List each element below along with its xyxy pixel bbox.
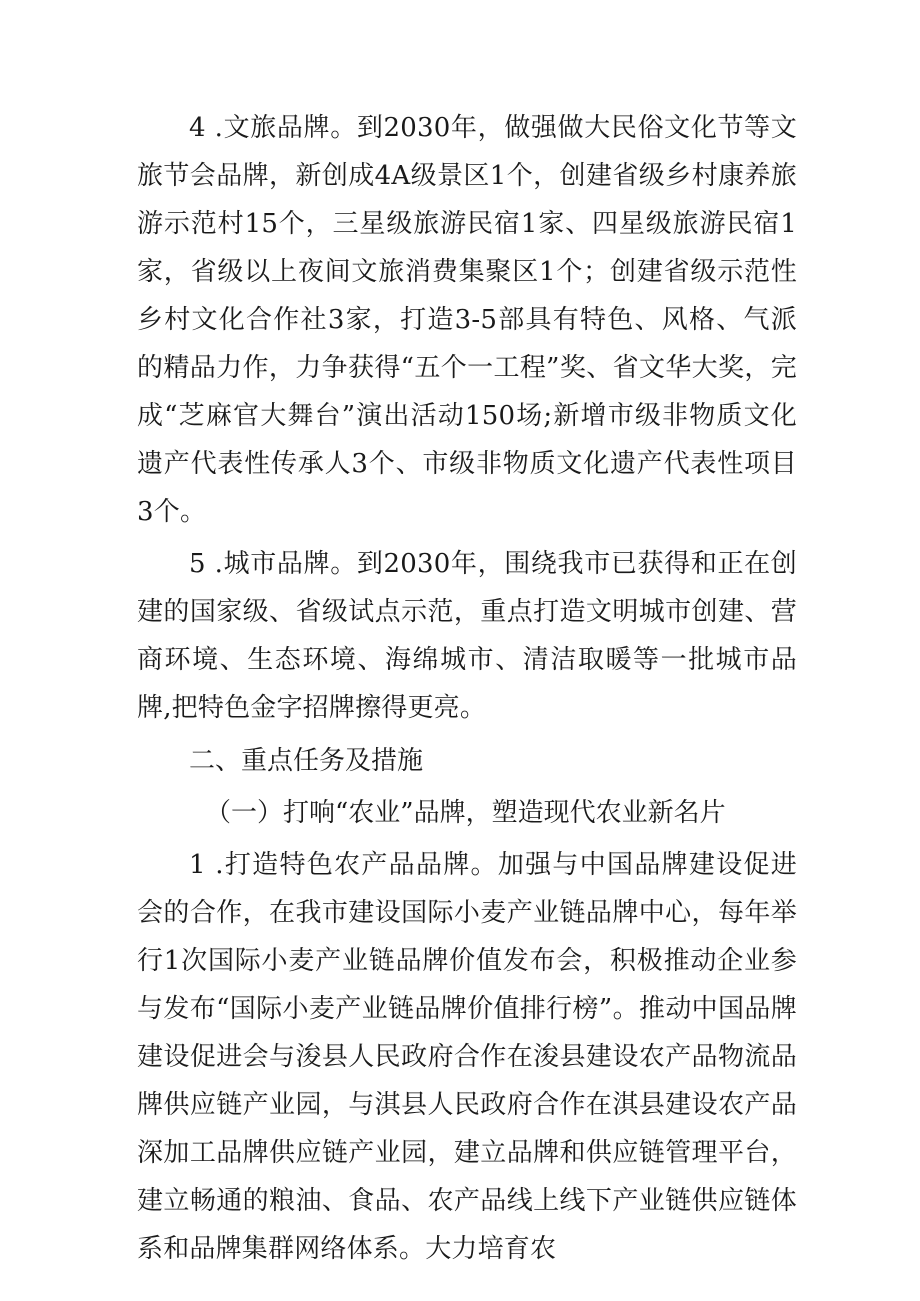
paragraph-spacer <box>137 732 797 736</box>
section-heading-key-tasks: 二、重点任务及措施 <box>189 746 424 776</box>
paragraph-specialty-agri-products: 1 .打造特色农产品品牌。加强与中国品牌建设促进会的合作，在我市建设国际小麦产业链品牌中心，每年举行1次国际小麦产业链品牌价值发布会，积极推动企业参与发布“国际小麦产业链品牌价值排行榜”。推动中国品牌建设促进会与浚县人民政府合作在浚县建设农产品物流品牌供应链产业园，与淇县人民政府合作在淇县建设农产品深加工品牌供应链产业园，建立品牌和供应链管理平台，建立畅通的粮油、食品、农产品线上线下产业链供应链体系和品牌集群网络体系。大力培育农 <box>137 850 797 1264</box>
paragraph-cultural-tourism-brand: 4 .文旅品牌。到2030年，做强做大民俗文化节等文旅节会品牌，新创成4A级景区1个，创建省级乡村康养旅游示范村15个，三星级旅游民宿1家、四星级旅游民宿1家，省级以上夜间文旅消费集聚区1个；创建省级示范性乡村文化合作社3家，打造3-5部具有特色、风格、气派的精品力作，力争获得“五个一工程”奖、省文华大奖，完成“芝麻官大舞台”演出活动150场;新增市级非物质文化遗产代表性传承人3个、市级非物质文化遗产代表性项目3个。 <box>137 113 797 527</box>
document-page <box>137 104 797 1273</box>
paragraph-city-brand: 5 .城市品牌。到2030年，围绕我市已获得和正在创建的国家级、省级试点示范，重点打造文明城市创建、营商环境、生态环境、海绵城市、清洁取暖等一批城市品牌,把特色金字招牌擦得更亮。 <box>137 549 797 723</box>
subsection-heading-agriculture-brand: （一）打响“农业”品牌，塑造现代农业新名片 <box>205 798 726 828</box>
